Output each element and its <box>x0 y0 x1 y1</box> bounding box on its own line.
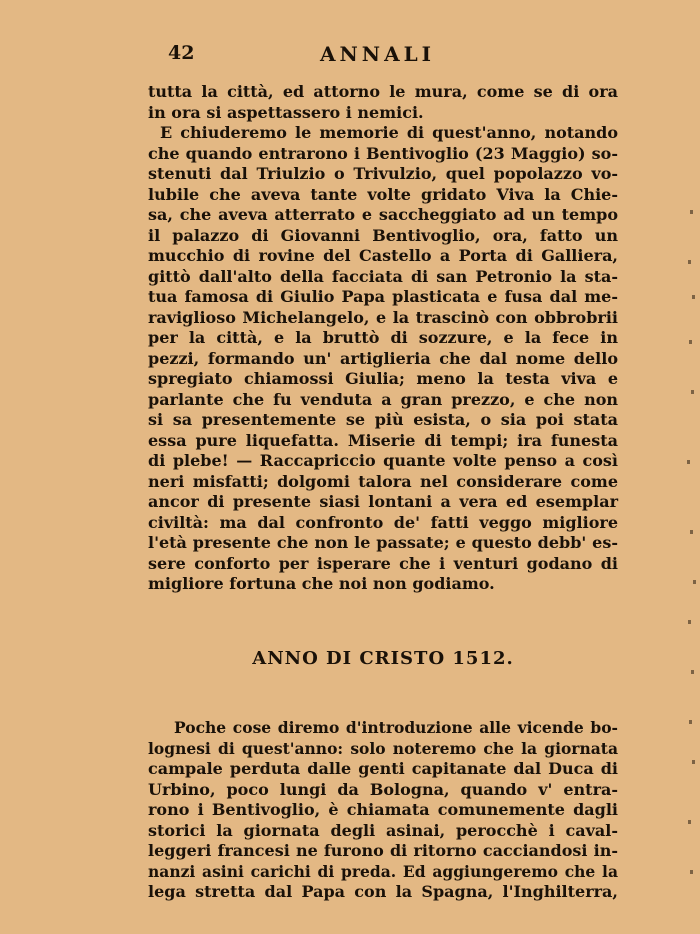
text-line: l'età presente che non le passate; e questo debb' es- <box>148 533 618 552</box>
text-line: Urbino, poco lungi da Bologna, quando v' entra- <box>148 779 618 799</box>
text-line: essa pure liquefatta. Miserie di tempi; ira funesta <box>148 430 618 450</box>
text-line: campale perduta dalle genti capitanate dal Duca di <box>148 759 618 778</box>
margin-bleed-through <box>684 200 698 900</box>
page-header <box>168 42 608 72</box>
text-line: che quando entrarono i Bentivoglio (23 Maggio) so- <box>148 143 618 163</box>
text-line: tutta la città, ed attorno le mura, come se di ora <box>148 82 618 101</box>
text-line: sa, che aveva atterrato e saccheggiato ad un tempo <box>148 205 618 224</box>
text-line: migliore fortuna che noi non godiamo. <box>148 574 495 593</box>
text-line: gittò dall'alto della facciata di san Petronio la sta- <box>148 266 618 286</box>
text-line: lega stretta dal Papa con la Spagna, l'Inghilterra, <box>148 882 618 901</box>
running-title: ANNALI <box>320 42 436 66</box>
text-line: spregiato chiamossi Giulia; meno la testa viva e <box>148 369 618 388</box>
text-line: E chiuderemo le memorie di quest'anno, notando <box>160 123 618 142</box>
text-line: nanzi asini carichi di preda. Ed aggiungeremo che la <box>148 861 618 881</box>
section-heading: ANNO DI CRISTO 1512. <box>252 648 514 669</box>
text-line: lubile che aveva tante volte gridato Viva la Chie- <box>148 184 618 204</box>
text-line: Poche cose diremo d'introduzione alle vicende bo- <box>174 718 618 737</box>
text-line: raviglioso Michelangelo, e la trascinò con obbrobrii <box>148 307 618 327</box>
text-line: rono i Bentivoglio, è chiamata comunemente dagli <box>148 800 618 819</box>
text-line: lognesi di quest'anno: solo noteremo che la giornata <box>148 738 618 758</box>
text-line: pezzi, formando un' artiglieria che dal nome dello <box>148 348 618 368</box>
text-line: tua famosa di Giulio Papa plasticata e fusa dal me- <box>148 287 618 306</box>
text-line: in ora si aspettassero i nemici. <box>148 102 424 122</box>
text-line: civiltà: ma dal confronto de' fatti veggo migliore <box>148 512 618 532</box>
text-line: neri misfatti; dolgomi talora nel considerare come <box>148 471 618 491</box>
body-text-top <box>148 82 618 595</box>
text-line: parlante che fu venduta a gran prezzo, e che non <box>148 389 618 409</box>
body-text-bottom <box>148 718 618 903</box>
text-line: storici la giornata degli asinai, perocchè i caval- <box>148 820 618 840</box>
text-line: sere conforto per isperare che i venturi godano di <box>148 553 618 573</box>
page-number: 42 <box>168 42 195 64</box>
text-line: mucchio di rovine del Castello a Porta di Galliera, <box>148 246 618 265</box>
text-line: leggeri francesi ne furono di ritorno cacciandosi in- <box>148 841 618 860</box>
text-line: stenuti dal Triulzio o Trivulzio, quel popolazzo vo- <box>148 164 618 183</box>
text-line: il palazzo di Giovanni Bentivoglio, ora, fatto un <box>148 225 618 245</box>
text-line: ancor di presente siasi lontani a vera ed esemplar <box>148 492 618 511</box>
text-line: si sa presentemente se più esista, o sia poi stata <box>148 410 618 429</box>
text-line: di plebe! — Raccapriccio quante volte penso a così <box>148 451 618 470</box>
text-line: per la città, e la bruttò di sozzure, e la fece in <box>148 328 618 347</box>
